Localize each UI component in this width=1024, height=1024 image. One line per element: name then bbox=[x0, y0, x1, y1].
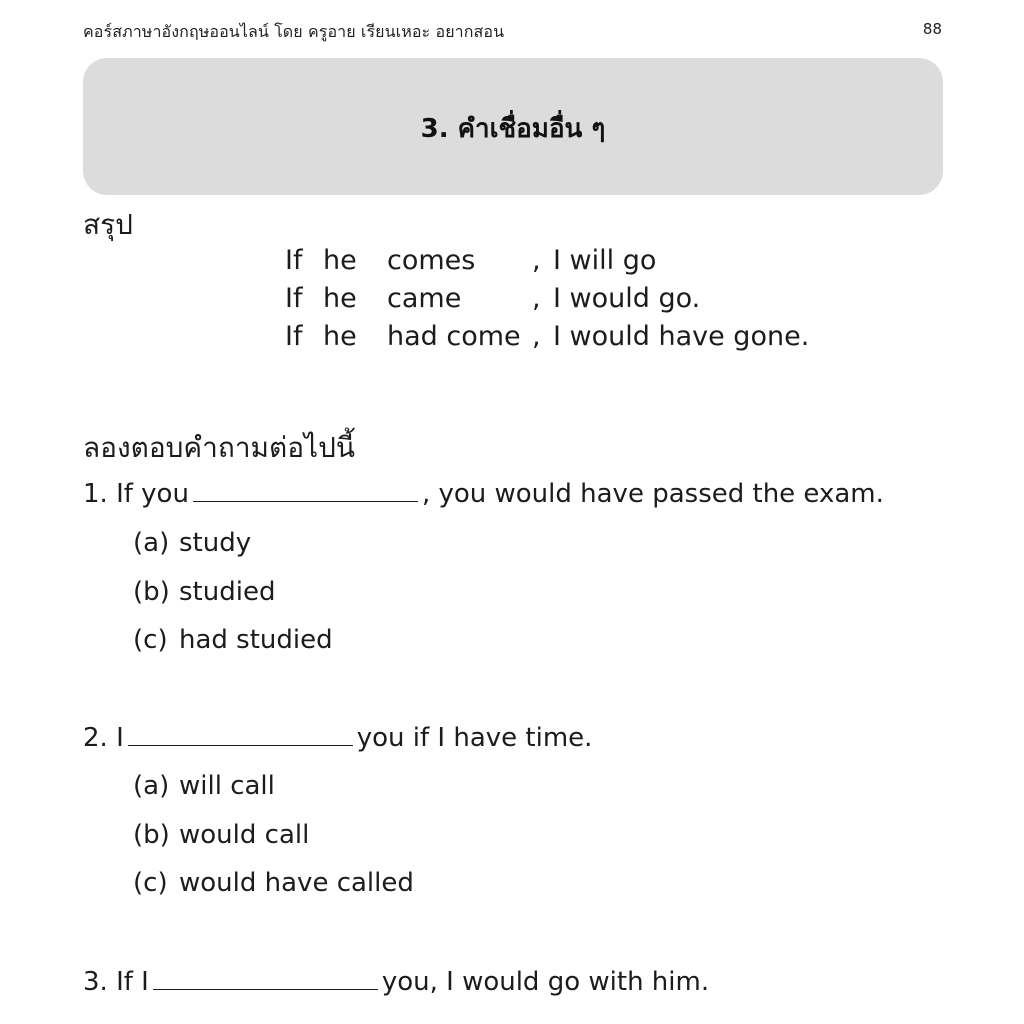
summary-label: สรุป bbox=[83, 208, 133, 241]
option bbox=[133, 868, 414, 917]
summary-subject: he bbox=[323, 283, 357, 314]
option-letter: (c) bbox=[133, 625, 168, 655]
option-text: would have called bbox=[179, 868, 414, 898]
question-text-after: you, I would go with him. bbox=[381, 967, 710, 997]
summary-verb: came bbox=[387, 283, 462, 314]
option-text: will call bbox=[179, 771, 275, 801]
summary-if: If bbox=[285, 321, 303, 352]
summary-subject: he bbox=[323, 245, 357, 276]
running-header: คอร์สภาษาอังกฤษออนไลน์ โดย ครูอาย เรียนเหอะ อยากสอน bbox=[83, 22, 505, 41]
option-text: study bbox=[179, 528, 252, 558]
option-text: had studied bbox=[179, 625, 333, 655]
option bbox=[133, 771, 414, 820]
answer-blank bbox=[193, 479, 418, 502]
page-number: 88 bbox=[922, 20, 942, 38]
question-text-after: you if I have time. bbox=[356, 723, 593, 753]
summary-verb: comes bbox=[387, 245, 476, 276]
question-text-before: 2. I bbox=[83, 723, 124, 753]
answer-blank bbox=[153, 967, 378, 990]
option bbox=[133, 625, 333, 674]
option-letter: (b) bbox=[133, 576, 170, 607]
option-text: studied bbox=[179, 576, 276, 607]
summary-if: If bbox=[285, 283, 303, 314]
option-letter: (c) bbox=[133, 868, 168, 898]
summary-comma: , bbox=[532, 283, 541, 314]
question-2 bbox=[83, 723, 592, 753]
option bbox=[133, 577, 333, 626]
question-3 bbox=[83, 967, 709, 997]
question-1-options bbox=[133, 528, 333, 674]
question-text-before: 3. If I bbox=[83, 967, 149, 997]
section-title-box bbox=[83, 58, 943, 195]
summary-verb: had come bbox=[387, 321, 521, 352]
summary-result: I would have gone. bbox=[553, 321, 810, 352]
answer-blank bbox=[128, 723, 353, 746]
summary-result: I would go. bbox=[553, 283, 701, 314]
summary-subject: he bbox=[323, 321, 357, 352]
practice-heading: ลองตอบคำถามต่อไปนี้ bbox=[83, 431, 356, 464]
section-title: 3. คำเชื่อมอื่น ๆ bbox=[420, 114, 606, 144]
option-letter: (a) bbox=[133, 528, 170, 558]
option bbox=[133, 528, 333, 577]
summary-comma: , bbox=[532, 245, 541, 276]
question-2-options bbox=[133, 771, 414, 917]
option-letter: (a) bbox=[133, 771, 170, 801]
summary-result: I will go bbox=[553, 245, 657, 276]
summary-comma: , bbox=[532, 321, 541, 352]
option-text: would call bbox=[179, 819, 310, 850]
option bbox=[133, 820, 414, 869]
question-text-before: 1. If you bbox=[83, 479, 189, 509]
summary-if: If bbox=[285, 245, 303, 276]
option-letter: (b) bbox=[133, 819, 170, 850]
question-text-after: , you would have passed the exam. bbox=[421, 479, 884, 509]
question-1 bbox=[83, 479, 884, 509]
